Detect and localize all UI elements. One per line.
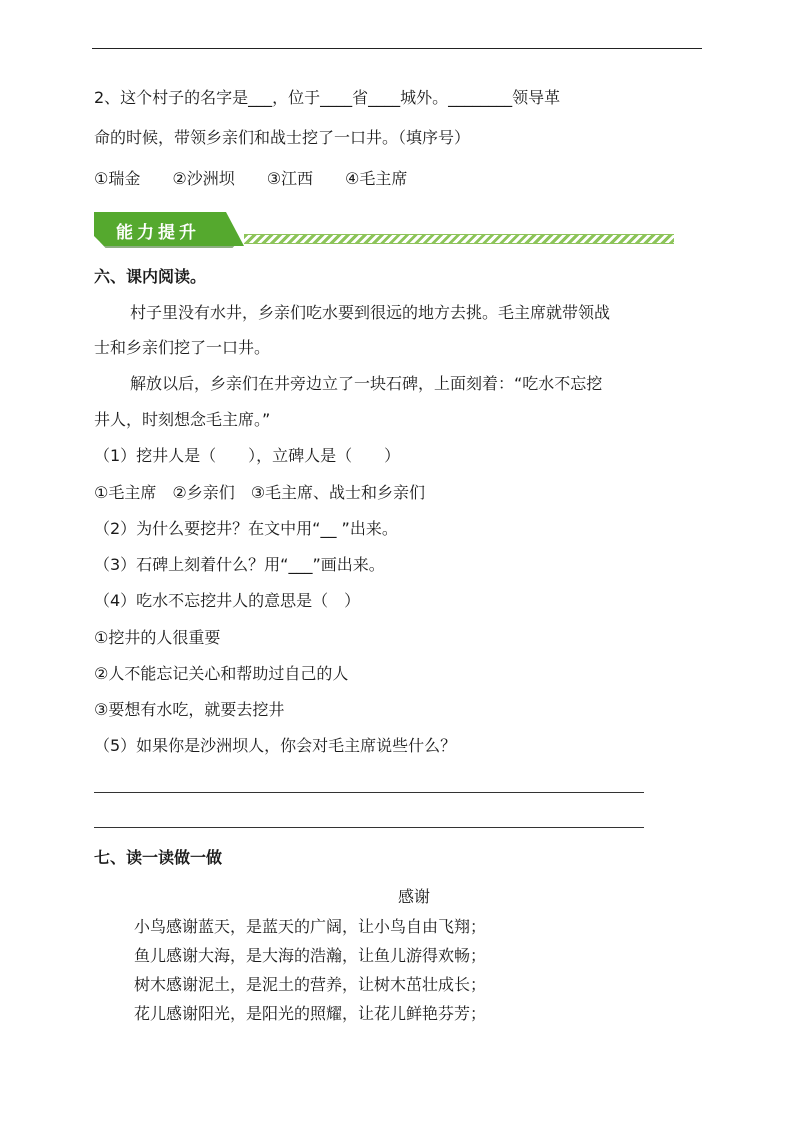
- poem-title: 感谢: [398, 887, 431, 906]
- question-6-4-option-2: ②人不能忘记关心和帮助过自己的人: [94, 664, 349, 683]
- header-rule: [92, 48, 702, 49]
- section-banner: [94, 212, 680, 248]
- question-2-line-1: 2、这个村子的名字是___，位于____省____城外。________领导革: [94, 88, 561, 107]
- question-2-line-2: 命的时候，带领乡亲们和战士挖了一口井。（填序号）: [94, 128, 471, 147]
- question-2-options: ①瑞金 ②沙洲坝 ③江西 ④毛主席: [94, 169, 408, 188]
- question-6-1-options: ①毛主席 ②乡亲们 ③毛主席、战士和乡亲们: [94, 483, 426, 502]
- answer-line[interactable]: [94, 792, 644, 793]
- question-6-4: （4）吃水不忘挖井人的意思是（ ）: [94, 591, 361, 610]
- passage-para-2-line-1: 解放以后，乡亲们在井旁边立了一块石碑，上面刻着：“吃水不忘挖: [130, 374, 603, 393]
- banner-label: 能力提升: [116, 223, 200, 243]
- question-6-4-option-3: ③要想有水吃，就要去挖井: [94, 700, 285, 719]
- question-6-3: （3）石碑上刻着什么？用“___”画出来。: [94, 555, 385, 574]
- passage-para-2-line-2: 井人，时刻想念毛主席。”: [94, 410, 271, 429]
- question-6-1: （1）挖井人是（ ），立碑人是（ ）: [94, 446, 401, 465]
- poem-line: 鱼儿感谢大海，是大海的浩瀚，让鱼儿游得欢畅；: [134, 946, 487, 965]
- question-6-4-option-1: ①挖井的人很重要: [94, 628, 221, 647]
- section-6-heading: 六、课内阅读。: [94, 267, 207, 286]
- poem-line: 花儿感谢阳光，是阳光的照耀，让花儿鲜艳芬芳；: [134, 1004, 487, 1023]
- question-6-2: （2）为什么要挖井？在文中用“__ ”出来。: [94, 519, 398, 538]
- passage-para-1-line-1: 村子里没有水井，乡亲们吃水要到很远的地方去挑。毛主席就带领战: [130, 303, 611, 322]
- question-6-5: （5）如果你是沙洲坝人，你会对毛主席说些什么？: [94, 736, 457, 755]
- passage-para-1-line-2: 士和乡亲们挖了一口井。: [94, 338, 271, 357]
- poem-line: 树木感谢泥土，是泥土的营养，让树木茁壮成长；: [134, 975, 487, 994]
- section-7-heading: 七、读一读做一做: [94, 848, 223, 867]
- answer-line[interactable]: [94, 827, 644, 828]
- banner-stripe: [244, 234, 674, 244]
- poem-line: 小鸟感谢蓝天，是蓝天的广阔，让小鸟自由飞翔；: [134, 917, 487, 936]
